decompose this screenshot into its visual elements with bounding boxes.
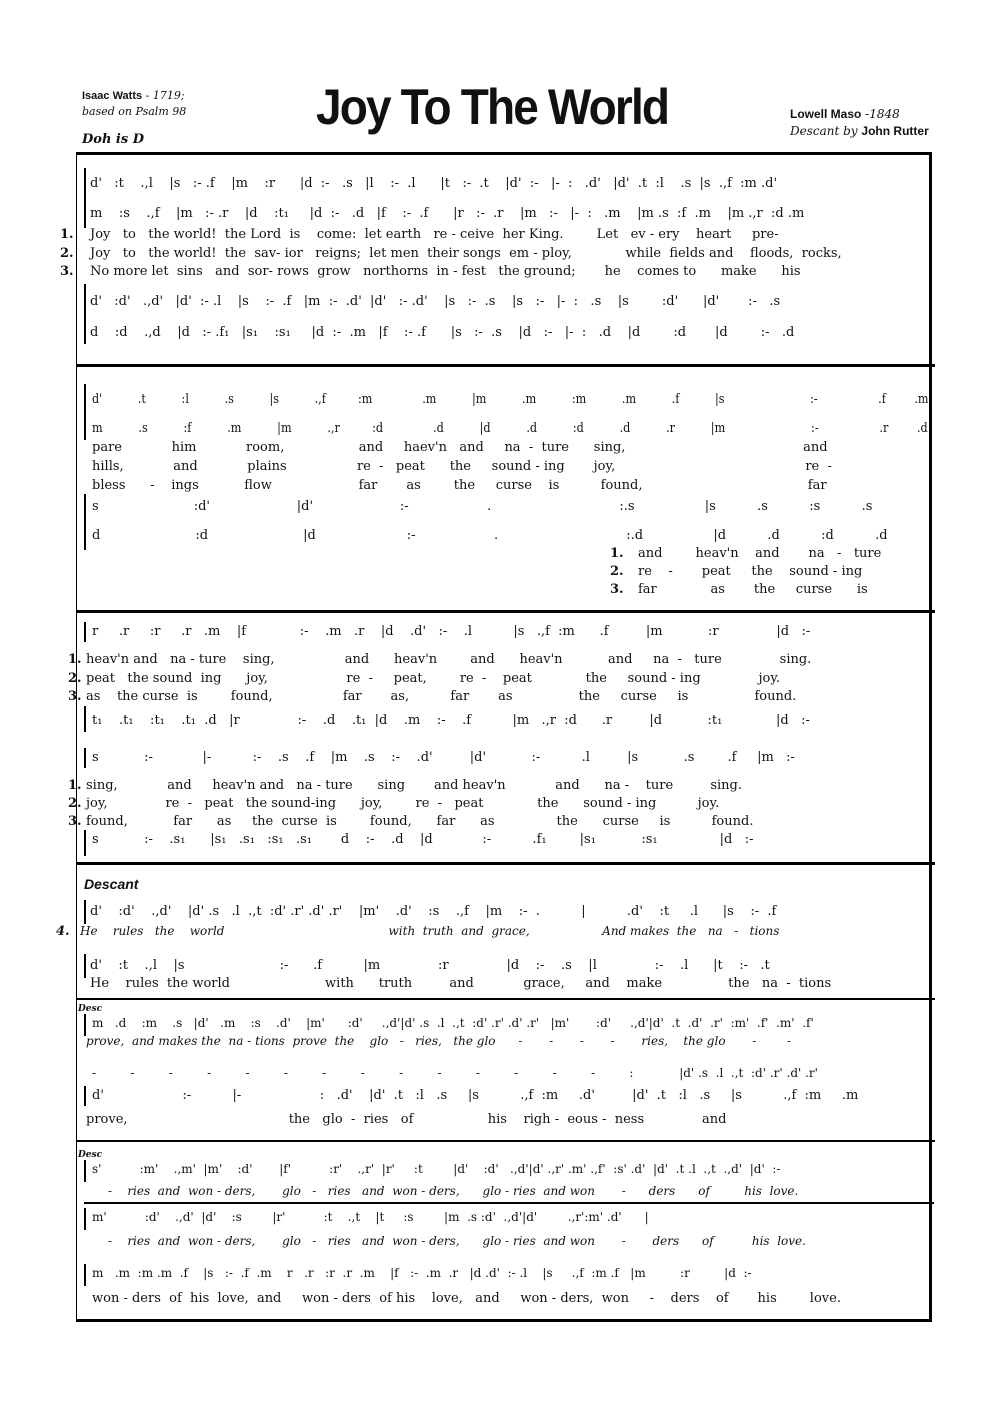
verse-2-lyrics: joy, re - peat the sound-ing joy, re - peat the sound - ing joy. — [86, 796, 720, 811]
bar-line — [84, 706, 86, 732]
bar-line — [84, 1160, 86, 1182]
bar-line — [84, 384, 86, 440]
bar-line — [84, 900, 86, 924]
lower-verse-1: and heav'n and na - ture — [638, 546, 882, 561]
verse-number: 2. — [60, 246, 74, 261]
verse-3-lyrics: No more let sins and sor- rows grow northorns in - fest the ground; he comes to make his — [90, 264, 801, 279]
soprano-line: d' .t :l .s |s .,f :m .m |m .m :m .m .f |s :- .f .m — [92, 392, 929, 407]
melody-line-4-words: prove, the glo - ries of his righ - eous - ness and — [86, 1112, 727, 1127]
verse-2-lyrics: hills, and plains re - peat the sound - ing joy, re - — [92, 459, 832, 474]
system-separator — [76, 998, 935, 1000]
descant-abbrev: Desc — [78, 1150, 103, 1160]
verse-1-lyrics: heav'n and na - ture sing, and heav'n and heav'n and na - ture sing. — [86, 652, 812, 667]
bar-line — [84, 1086, 86, 1106]
descant-line-3-words: prove, and makes the na - tions prove the glo - ries, the glo - - - - ries, the glo - - — [86, 1034, 791, 1048]
based-on: based on Psalm 98 — [82, 105, 187, 118]
verse-2-lyrics: peat the sound ing joy, re - peat, re - peat the sound - ing joy. — [86, 671, 781, 686]
alto-line: m .s :f .m |m .,r :d .d |d .d :d .d .r |m :- .r .d — [92, 421, 928, 436]
verse-1-lyrics: Joy to the world! the Lord is come: let earth re - ceive her King. Let ev - ery heart pre- — [90, 227, 779, 242]
descant-by-label: Descant by — [790, 124, 858, 138]
verse-3-lyrics: found, far as the curse is found, far as the curse is found. — [86, 814, 754, 829]
melody-line-7-words: won - ders of his love, and won - ders of his love, and won - ders, won - ders of his love. — [92, 1291, 841, 1306]
descant-line-3-notes: m .d :m .s |d' .m :s .d' |m' :d' .,d'|d' .s .l .,t :d' .r' .d' .r' |m' :d' .,d'|d' .t .d' .r' :m' .f' .m' .f' — [92, 1016, 814, 1030]
verse-number: 1. — [610, 546, 624, 561]
system-separator — [76, 1140, 935, 1142]
tenor-line: d' :d' .,d' |d' :- .l |s :- .f |m :- .d' |d' :- .d' |s :- .s |s :- |- : .s |s :d' |d' :- .s — [90, 294, 781, 309]
bar-line — [84, 748, 86, 768]
descant-heading: Descant — [84, 876, 139, 892]
descant-line-4-dashes: - - - - - - - - - - - - - - : |d' .s .l .,t :d' .r' .d' .r' — [92, 1066, 818, 1080]
system-separator — [76, 610, 935, 613]
author-year: 1719; — [152, 89, 185, 102]
bar-line — [84, 1208, 86, 1230]
tenor-line: s :- |- :- .s .f |m .s :- .d' |d' :- .l |s .s .f |m :- — [92, 750, 795, 765]
melody-line-2-words: He rules the world with truth and grace, and make the na - tions — [90, 976, 832, 991]
verse-number: 3. — [610, 582, 624, 597]
melody-line-4-notes: d' :- |- : .d' |d' .t :l .s |s .,f :m .d' |d' .t :l .s |s .,f :m .m — [92, 1088, 859, 1103]
verse-1-lyrics: pare him room, and haev'n and na - ture sing, and — [92, 440, 828, 455]
bar-line — [84, 494, 86, 550]
descant-separator — [84, 1202, 934, 1204]
bass-line: d :d .,d |d :- .f₁ |s₁ :s₁ |d :- .m |f :- .f |s :- .s |d :- |- : .d |d :d |d :- .d — [90, 325, 795, 340]
descant-line-6-notes: m' :d' .,d' |d' :s |r' :t .,t |t :s |m .s :d' .,d'|d' .,r':m' .d' | — [92, 1210, 649, 1224]
soprano-line: r .r :r .r .m |f :- .m .r |d .d' :- .l |s .,f :m .f |m :r |d :- — [92, 624, 811, 639]
header-credits: Isaac Watts - 1719; based on Psalm 98 — [82, 89, 187, 118]
verse-1-lyrics: sing, and heav'n and na - ture sing and heav'n and na - ture sing. — [86, 778, 742, 793]
soprano-line: d' :t .,l |s :- .f |m :r |d :- .s |l :- .l |t :- .t |d' :- |- : .d' |d' .t :l .s |s .,f :m .d' — [90, 176, 778, 191]
descant-line-5-notes: s' :m' .,m' |m' :d' |f' :r' .,r' |r' :t |d' :d' .,d'|d' .,r' .m' .,f' :s' .d' |d' .t .l .,t .,d' |d' :- — [92, 1162, 781, 1176]
bar-line — [84, 622, 86, 642]
verse-number: 1. — [60, 227, 74, 242]
descant-line-1-words: He rules the world with truth and grace, And makes the na - tions — [80, 924, 780, 938]
system-separator — [76, 364, 935, 367]
bar-line — [84, 1014, 86, 1036]
composer-credits: Lowell Maso -1848 Descant by John Rutter — [790, 107, 929, 138]
verse-3-lyrics: as the curse is found, far as, far as the curse is found. — [86, 689, 797, 704]
alto-line: t₁ .t₁ :t₁ .t₁ .d |r :- .d .t₁ |d .m :- .f |m .,r :d .r |d :t₁ |d :- — [92, 713, 810, 728]
verse-number: 4. — [56, 924, 70, 939]
verse-2-lyrics: Joy to the world! the sav- ior reigns; let men their songs em - ploy, while fields and floods, rocks, — [90, 246, 842, 261]
composer-name: Lowell Maso — [790, 107, 862, 121]
descant-author: John Rutter — [861, 124, 929, 138]
alto-line: m :s .,f |m :- .r |d :t₁ |d :- .d |f :- .f |r :- .r |m :- |- : .m |m .s :f .m |m .,r :d .m — [90, 206, 805, 221]
lower-verse-2: re - peat the sound - ing — [638, 564, 863, 579]
verse-number: 3. — [60, 264, 74, 279]
descant-line-5-words: - ries and won - ders, glo - ries and won - ders, glo - ries and won - ders of his love. — [108, 1184, 799, 1198]
descant-line-1-notes: d' :d' .,d' |d' .s .l .,t :d' .r' .d' .r' |m' .d' :s .,f |m :- . | .d' :t .l |s :- .f — [90, 904, 777, 919]
verse-number: 2. — [68, 671, 82, 686]
melody-line-7-notes: m .m :m .m .f |s :- .f .m r .r :r .r .m |f :- .m .r |d .d' :- .l |s .,f :m .f |m :r |d :- — [92, 1266, 752, 1280]
verse-number: 3. — [68, 689, 82, 704]
verse-number: 2. — [68, 796, 82, 811]
composer-year: 1848 — [869, 107, 900, 121]
page-title: Joy To The World — [316, 79, 669, 135]
verse-number: 2. — [610, 564, 624, 579]
verse-number: 1. — [68, 652, 82, 667]
verse-number: 3. — [68, 814, 82, 829]
key-signature: Doh is D — [82, 132, 144, 147]
verse-number: 1. — [68, 778, 82, 793]
bass-line: d :d |d :- . :.d |d .d :d .d — [92, 528, 888, 543]
verse-3-lyrics: bless - ings flow far as the curse is found, far — [92, 478, 827, 493]
bar-line — [84, 1264, 86, 1286]
system-separator — [76, 862, 935, 865]
melody-line-2-notes: d' :t .,l |s :- .f |m :r |d :- .s |l :- .l |t :- .t — [90, 958, 770, 973]
tenor-line: s :d' |d' :- . :.s |s .s :s .s — [92, 499, 873, 514]
descant-line-6-words: - ries and won - ders, glo - ries and won - ders, glo - ries and won - ders of his love. — [108, 1234, 806, 1248]
bass-line: s :- .s₁ |s₁ .s₁ :s₁ .s₁ d :- .d |d :- .f₁ |s₁ :s₁ |d :- — [92, 832, 754, 847]
descant-abbrev: Desc — [78, 1004, 103, 1014]
bar-line — [84, 954, 86, 978]
author-name: Isaac Watts — [82, 90, 143, 102]
bar-line — [84, 830, 86, 856]
lower-verse-3: far as the curse is — [638, 582, 868, 597]
bar-line — [84, 284, 86, 344]
bar-line — [84, 168, 86, 228]
